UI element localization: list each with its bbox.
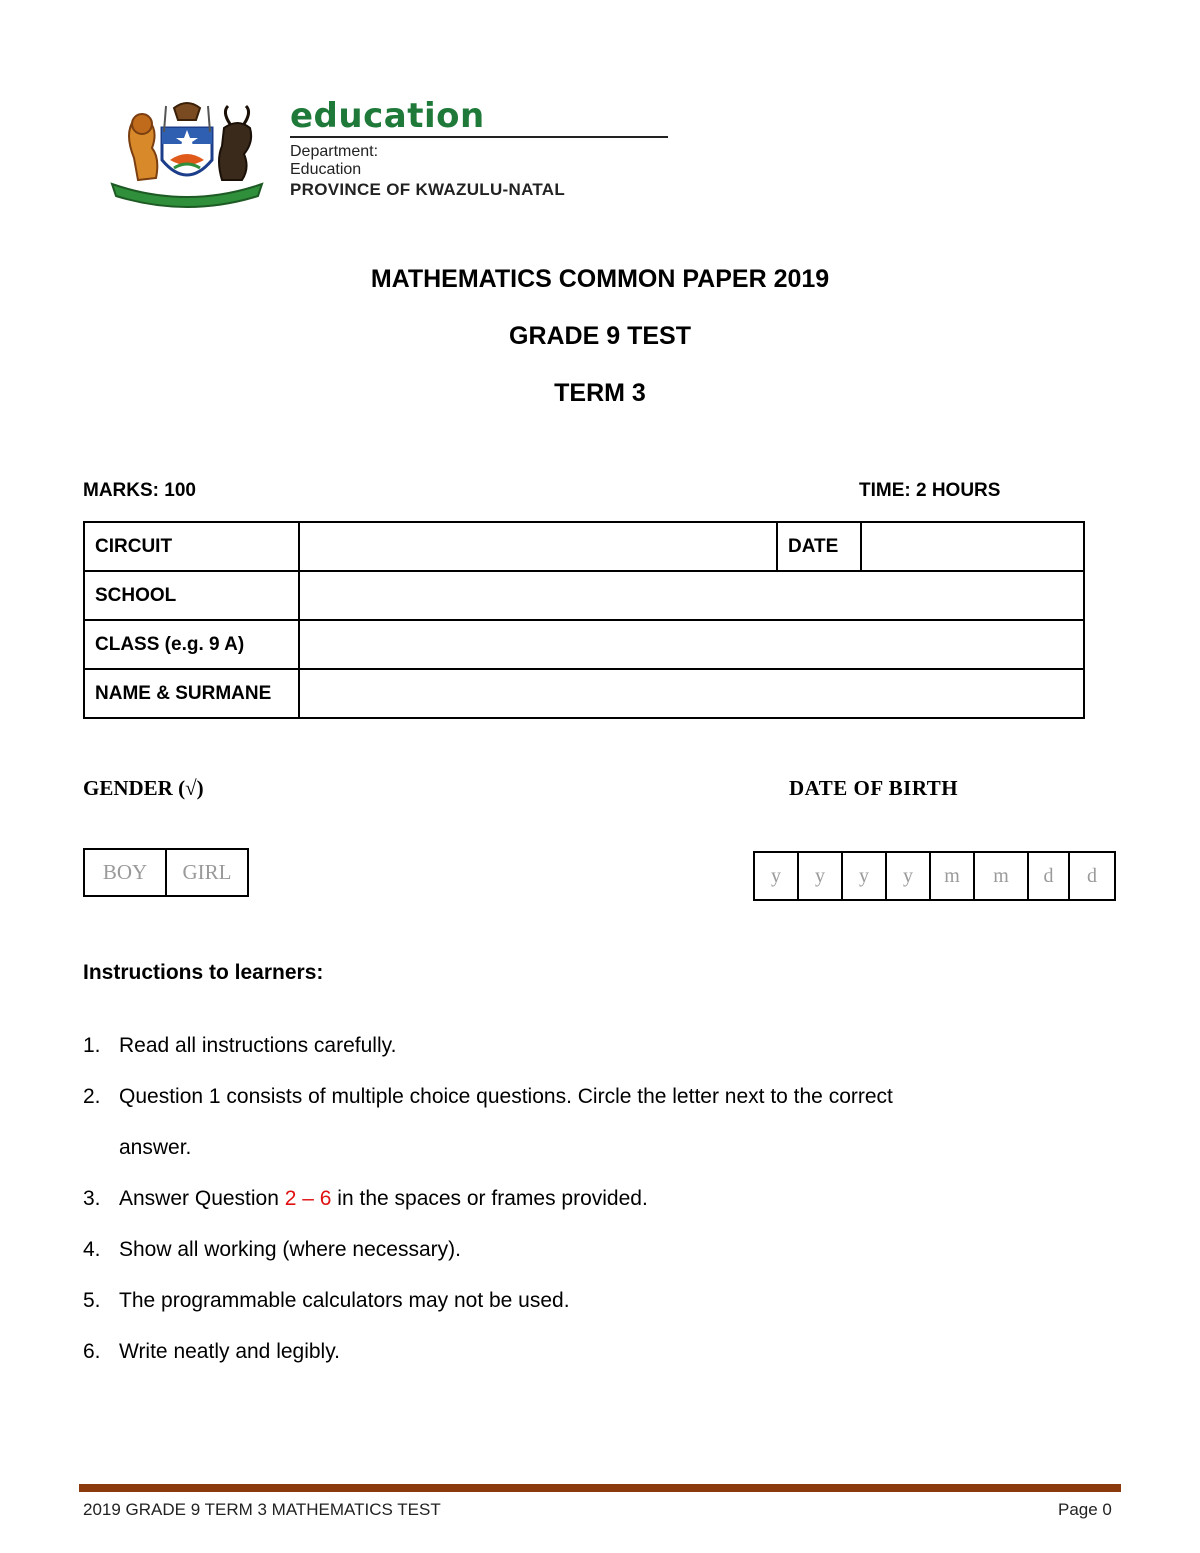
department-name: Education [290,161,362,178]
item-number: 2. [83,1085,101,1108]
school-field[interactable] [299,571,1084,620]
dob-day-cell[interactable]: d [1069,852,1115,900]
circuit-label: CIRCUIT [84,522,299,571]
list-item [83,1224,1093,1275]
item-number: 1. [83,1034,101,1057]
gender-heading: GENDER (√) [83,776,204,800]
item-text: The programmable calculators may not be used. [119,1289,570,1312]
coat-of-arms-logo [104,98,270,210]
province-name: PROVINCE OF KWAZULU-NATAL [290,180,566,199]
circuit-field[interactable] [299,522,777,571]
paper-title: MATHEMATICS COMMON PAPER 2019 [370,265,830,293]
date-field[interactable] [861,522,1084,571]
school-label: SCHOOL [84,571,299,620]
item-text: Show all working (where necessary). [119,1238,461,1261]
term-title: TERM 3 [554,379,646,407]
dob-month-cell[interactable]: m [974,852,1028,900]
department-brand [290,96,690,206]
time-label: TIME: 2 HOURS [859,480,1001,501]
brand-rule [290,136,668,138]
item-text-continued: answer. [119,1136,192,1159]
date-label: DATE [777,522,861,571]
learner-info-table [83,521,1085,719]
dob-year-cell[interactable]: y [842,852,886,900]
list-item [83,1173,1093,1224]
list-item [83,1020,1093,1071]
page-number: Page 0 [1058,1500,1112,1519]
table-row [84,522,1084,571]
dob-month-cell[interactable]: m [930,852,974,900]
item-text-tail: in the spaces or frames provided. [331,1187,648,1210]
table-row [84,620,1084,669]
list-item [83,1326,1093,1377]
table-row [84,669,1084,718]
dob-year-cell[interactable]: y [886,852,930,900]
footer-title: 2019 GRADE 9 TERM 3 MATHEMATICS TEST [83,1500,441,1519]
class-field[interactable] [299,620,1084,669]
item-text: Question 1 consists of multiple choice questions. Circle the letter next to the correct [119,1085,893,1108]
footer-rule [79,1484,1121,1492]
item-text: Answer Question [119,1187,285,1210]
gender-option-boy[interactable]: BOY [84,849,166,896]
marks-label: MARKS: 100 [83,480,196,501]
item-number: 3. [83,1187,101,1210]
item-number: 4. [83,1238,101,1261]
item-number: 6. [83,1340,101,1363]
instructions-heading: Instructions to learners: [83,961,324,984]
department-label: Department: [290,143,379,160]
item-text: Write neatly and legibly. [119,1340,341,1363]
grade-title: GRADE 9 TEST [509,322,691,350]
dob-year-cell[interactable]: y [798,852,842,900]
dob-heading: DATE OF BIRTH [789,776,959,800]
list-item [83,1071,1093,1173]
dob-year-cell[interactable]: y [754,852,798,900]
list-item [83,1275,1093,1326]
logo-word: education [290,96,485,136]
gender-options [83,848,249,897]
dob-day-cell[interactable]: d [1028,852,1069,900]
dob-boxes [753,851,1116,901]
instructions-list [83,1020,1093,1377]
table-row [84,571,1084,620]
class-label: CLASS (e.g. 9 A) [84,620,299,669]
item-text: Read all instructions carefully. [119,1034,397,1057]
gender-option-girl[interactable]: GIRL [166,849,248,896]
item-number: 5. [83,1289,101,1312]
question-range: 2 – 6 [284,1187,332,1210]
name-field[interactable] [299,669,1084,718]
name-label: NAME & SURMANE [84,669,299,718]
